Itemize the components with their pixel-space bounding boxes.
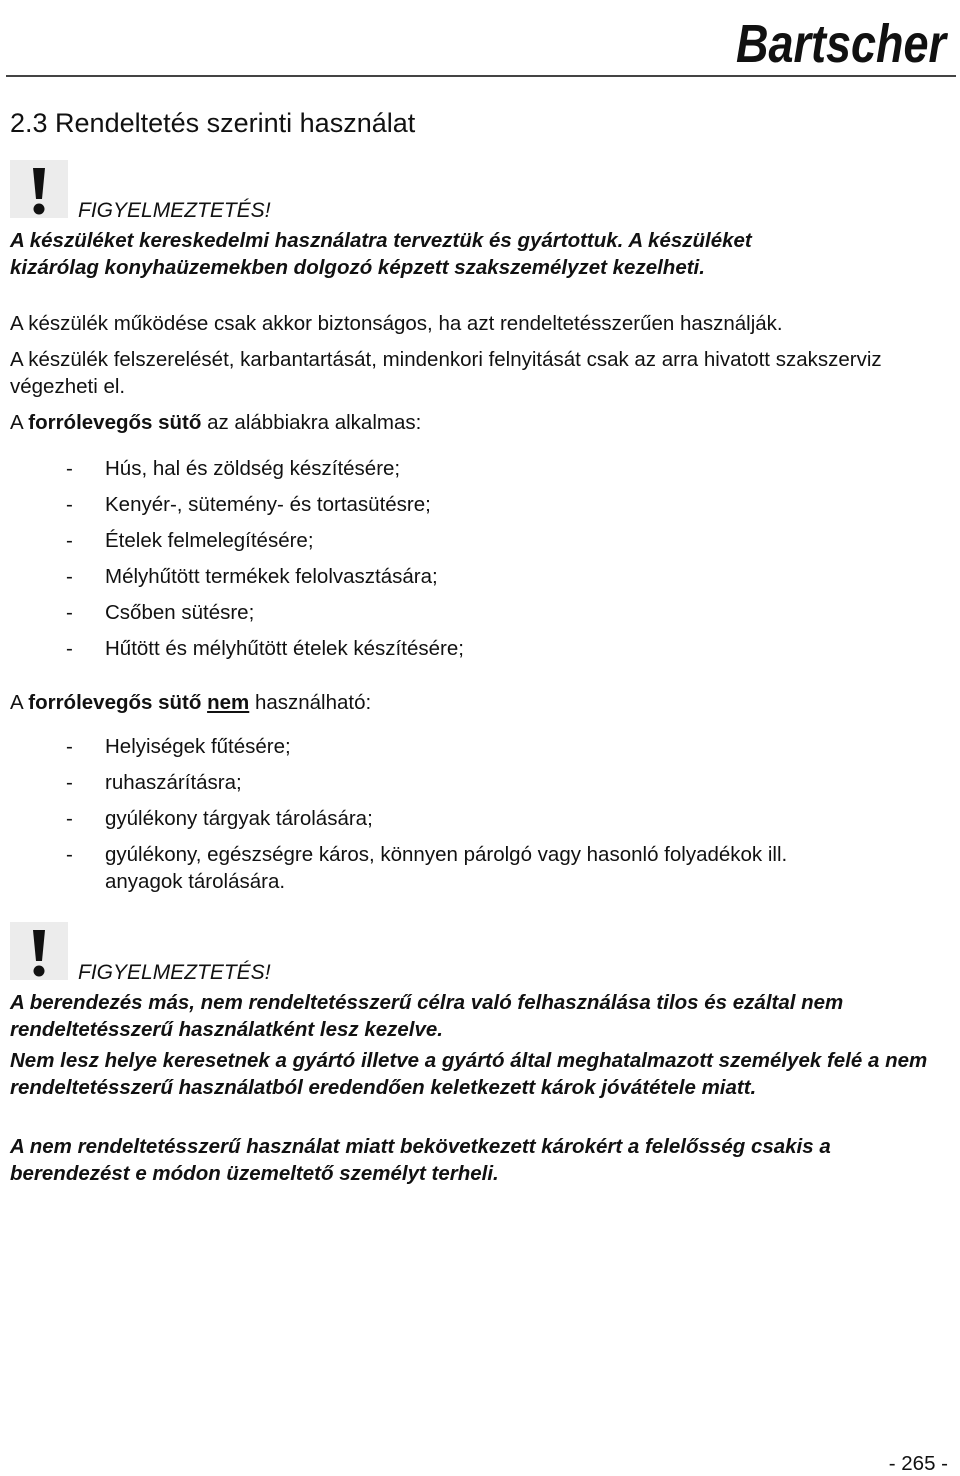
list-item-text: gyúlékony tárgyak tárolására;: [105, 807, 373, 830]
warning-label: FIGYELMEZTETÉS!: [78, 961, 271, 984]
warning-line-1: A készüléket kereskedelmi használatra terveztük és gyártottuk. A készüléket: [10, 229, 752, 252]
list-item: [0, 635, 940, 662]
list-dash: -: [66, 771, 73, 794]
list-item: [0, 733, 940, 760]
header-divider: [6, 75, 956, 77]
warning-responsibility-paragraph: A nem rendeltetésszerű használat miatt bekövetkezett károkért a felelősség csakis a berendezést e módon üzemeltető személyt terheli.: [10, 1135, 831, 1185]
exclamation-icon: [10, 922, 68, 980]
list-dash: -: [66, 565, 73, 588]
list-item-text: gyúlékony, egészségre káros, könnyen párolgó vagy hasonló folyadékok ill. anyagok tárolására.: [105, 843, 788, 893]
list-dash: -: [66, 457, 73, 480]
section-title: 2.3 Rendeltetés szerinti használat: [10, 108, 416, 138]
intro-product-name: forrólevegős sütő: [28, 691, 202, 714]
list-dash: -: [66, 807, 73, 830]
bartscher-logo: [734, 4, 948, 70]
intro-negation: nem: [207, 691, 250, 714]
warning-icon-box: [10, 922, 68, 980]
list-item: [0, 527, 940, 554]
list-item: [0, 841, 940, 895]
logo-text: Bartscher: [736, 14, 948, 70]
warning-line-2: kizárólag konyhaüzemekben dolgozó képzett szakszemélyzet kezelheti.: [10, 256, 705, 279]
intro-prefix: A: [10, 411, 29, 434]
page-number: - 265 -: [888, 1452, 948, 1475]
intro-product-name: forrólevegős sütő: [28, 411, 202, 434]
list-item-text: Mélyhűtött termékek felolvasztására;: [105, 565, 438, 588]
not-suitable-list: [0, 733, 940, 895]
warning-label: FIGYELMEZTETÉS!: [78, 199, 271, 222]
list-item: [0, 769, 940, 796]
list-dash: -: [66, 735, 73, 758]
list-item-text: Kenyér-, sütemény- és tortasütésre;: [105, 493, 431, 516]
service-paragraph: A készülék felszerelését, karbantartását, mindenkori felnyitását csak az arra hivatott szakszerviz végezheti el.: [10, 348, 882, 398]
list-item-text: Ételek felmelegítésére;: [105, 529, 314, 552]
warning-liability-paragraph: Nem lesz helye keresetnek a gyártó illetve a gyártó által meghatalmazott személyek felé a nem rendeltetésszerű használatból eredendően keletkezett károk jóvátétele miatt.: [10, 1049, 928, 1099]
intro-suffix: az alábbiakra alkalmas:: [201, 411, 422, 434]
list-dash: -: [66, 843, 73, 866]
list-item-text: ruhaszárításra;: [105, 771, 242, 794]
list-item: [0, 455, 940, 482]
list-dash: -: [66, 493, 73, 516]
list-dash: -: [66, 637, 73, 660]
list-item: [0, 563, 940, 590]
warning-text: [10, 227, 955, 281]
not-suitable-intro: [10, 689, 955, 716]
list-dash: -: [66, 529, 73, 552]
exclamation-icon: [10, 160, 68, 218]
intro-prefix: A: [10, 691, 29, 714]
list-item: [0, 805, 940, 832]
safe-operation-paragraph: A készülék működése csak akkor biztonságos, ha azt rendeltetésszerűen használják.: [10, 312, 783, 335]
suitable-intro: [10, 409, 955, 436]
list-item: [0, 599, 940, 626]
list-item-text: Hűtött és mélyhűtött ételek készítésére;: [105, 637, 464, 660]
warning-misuse-paragraph: A berendezés más, nem rendeltetésszerű célra való felhasználása tilos és ezáltal nem rendeltetésszerű használatként lesz kezelve.: [10, 991, 844, 1041]
list-dash: -: [66, 601, 73, 624]
list-item-text: Helyiségek fűtésére;: [105, 735, 291, 758]
suitable-list: [0, 455, 940, 662]
list-item: [0, 491, 940, 518]
intro-suffix: használható:: [249, 691, 372, 714]
warning-icon-box: [10, 160, 68, 218]
list-item-text: Hús, hal és zöldség készítésére;: [105, 457, 401, 480]
list-item-text: Csőben sütésre;: [105, 601, 255, 624]
